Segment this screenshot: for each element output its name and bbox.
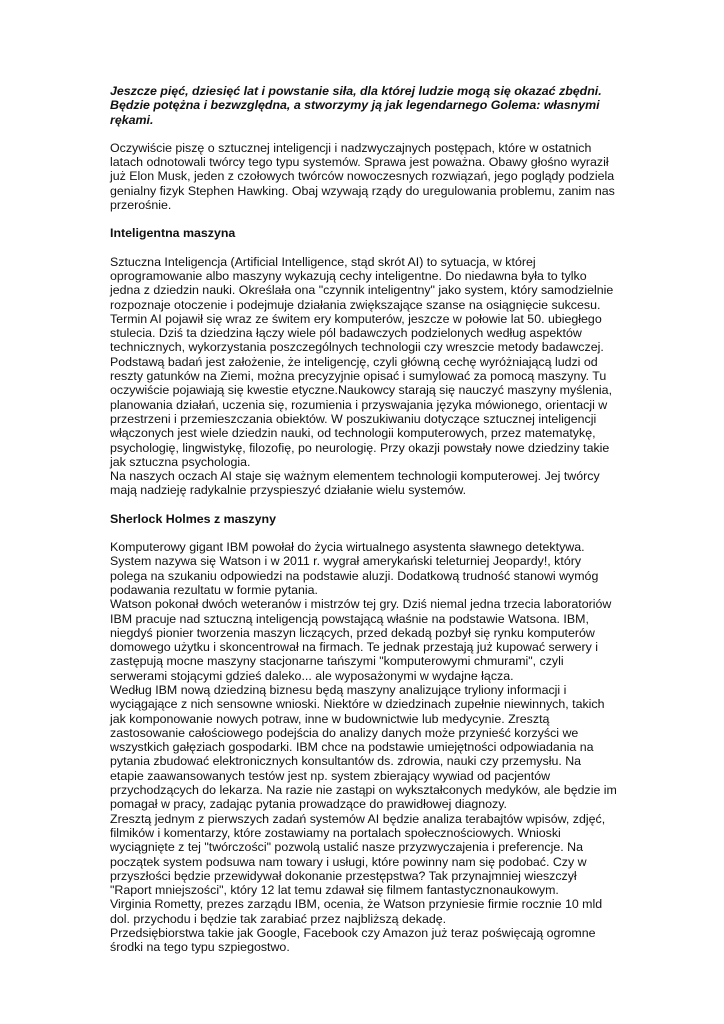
section-body-sherlock-holmes xyxy=(110,540,618,955)
section-heading-sherlock-holmes: Sherlock Holmes z maszyny xyxy=(110,511,276,526)
body-paragraph: Watson pokonał dwóch weteranów i mistrzów tej gry. Dziś niemal jedna trzecia laboratoriów IBM pracuje nad sztuczną inteligencją powstającą właśnie na podstawie Watsona. IBM, niegdyś pionier tworzenia maszyn liczących, przed dekadą pozbył się rynku komputerów domowego użytku i skoncentrował na firmach. Te jednak przestają już kupować serwery i zastępują mocne maszyny stacjonarne tańszymi "komputerowymi chmurami", czyli serwerami stojącymi gdzieś daleko... ale wyposażonymi w wydajne łącza. xyxy=(110,597,612,683)
section-heading-inteligentna-maszyna: Inteligentna maszyna xyxy=(110,226,236,241)
body-paragraph: Przedsiębiorstwa takie jak Google, Facebook czy Amazon już teraz poświęcają ogromne środki na tego typu szpiegostwo. xyxy=(110,926,596,955)
body-paragraph: Sztuczna Inteligencja (Artificial Intelligence, stąd skrót AI) to sytuacja, w której oprogramowanie albo maszyny wykazują cechy inteligentne. Do niedawna była to tylko jedna z dziedzin nauki. Określała ona "czynnik inteligentny" jako system, który samodzielnie rozpoznaje otoczenie i podejmuje działania zwiększające szanse na osiągnięcie sukcesu. Termin AI pojawił się wraz ze świtem ery komputerów, jeszcze w połowie lat 50. ubiegłego stulecia. Dziś ta dziedzina łączy wiele pól badawczych podzielonych według aspektów technicznych, wykorzystania poszczególnych technologii czy wreszcie metody badawczej. Podstawą badań jest założenie, że inteligencję, czyli główną cechę wyróżniającą ludzi od reszty gatunków na Ziemi, można precyzyjnie opisać i sumylować za pomocą maszyny. Tu oczywiście pojawiają się kwestie etyczne.Naukowcy starają się nauczyć maszyny myślenia, planowania działań, uczenia się, rozumienia i przyswajania języka mówionego, orientacji w przestrzeni i przemieszczania obiektów. W poszukiwaniu dotyczące sztucznej inteligencji włączonych jest wiele dziedzin nauki, od technologii komputerowych, przez matematykę, psychologię, lingwistykę, filozofię, po neurologię. Przy okazji powstały nowe dziedziny takie jak sztuczna psychologia. xyxy=(110,254,614,469)
document-page xyxy=(110,84,618,969)
body-paragraph: Zresztą jednym z pierwszych zadań systemów AI będzie analiza terabajtów wpisów, zdjęć, filmików i komentarzy, które zostawiamy na portalach społecznościowych. Wnioski wyciągnięte z tej "twórczości" pozwolą ustalić nasze przyzwyczajenia i preferencje. Na początek system podsuwa nam towary i usługi, które powinny nam się podobać. Czy w przyszłości będzie przewidywał dokonanie przestępstwa? Tak przynajmniej wieszczył "Raport mniejszości", który 12 lat temu zdawał się filmem fantastycznonaukowym. xyxy=(110,811,606,898)
section-body-inteligentna-maszyna xyxy=(110,255,618,498)
intro-paragraph: Oczywiście piszę o sztucznej inteligencji i nadzwyczajnych postępach, które w ostatnich latach odnotowali twórcy tego typu systemów. Sprawa jest poważna. Obawy głośno wyraził już Elon Musk, jeden z czołowych twórców nowoczesnych rozwiązań, jego poglądy podziela genialny fizyk Stephen Hawking. Obaj wzywają rządy do uregulowania problemu, zanim nas przerośnie. xyxy=(110,140,615,213)
body-paragraph: Według IBM nową dziedziną biznesu będą maszyny analizujące tryliony informacji i wyciągające z nich sensowne wnioski. Niektóre w dziedzinach zupełnie niewinnych, takich jak komponowanie nowych potraw, inne w budownictwie lub medycynie. Zresztą zastosowanie całościowego podejścia do analizy danych może przynieść korzyści we wszystkich gałęziach gospodarki. IBM chce na podstawie umiejętności odpowiadania na pytania zbudować elektronicznych konsultantów ds. zdrowia, nauki czy przemysłu. Na etapie zaawansowanych testów jest np. system zbierający wywiad od pacjentów przychodzących do lekarza. Na razie nie zastąpi on wykształconych medyków, ale będzie im pomagał w pracy, zadając pytania prowadzące do prawidłowej diagnozy. xyxy=(110,682,617,812)
body-paragraph: Virginia Rometty, prezes zarządu IBM, ocenia, że Watson przyniesie firmie rocznie 10 mld dol. przychodu i będzie tak zarabiać przez najbliższą dekadę. xyxy=(110,897,603,926)
body-paragraph: Na naszych oczach AI staje się ważnym elementem technologii komputerowej. Jej twórcy mają nadzieję radykalnie przyspieszyć działanie wielu systemów. xyxy=(110,469,600,498)
lead-paragraph: Jeszcze pięć, dziesięć lat i powstanie siła, dla której ludzie mogą się okazać zbędni. Będzie potężna i bezwzględna, a stworzymy ją jak legendarnego Golema: własnymi rękami. xyxy=(110,84,602,127)
body-paragraph: Komputerowy gigant IBM powołał do życia wirtualnego asystenta sławnego detektywa. System nazywa się Watson i w 2011 r. wygrał amerykański teleturniej Jeopardy!, który polega na szukaniu odpowiedzi na podstawie aluzji. Dodatkową trudność stanowi wymóg podawania rezultatu w formie pytania. xyxy=(110,540,599,597)
